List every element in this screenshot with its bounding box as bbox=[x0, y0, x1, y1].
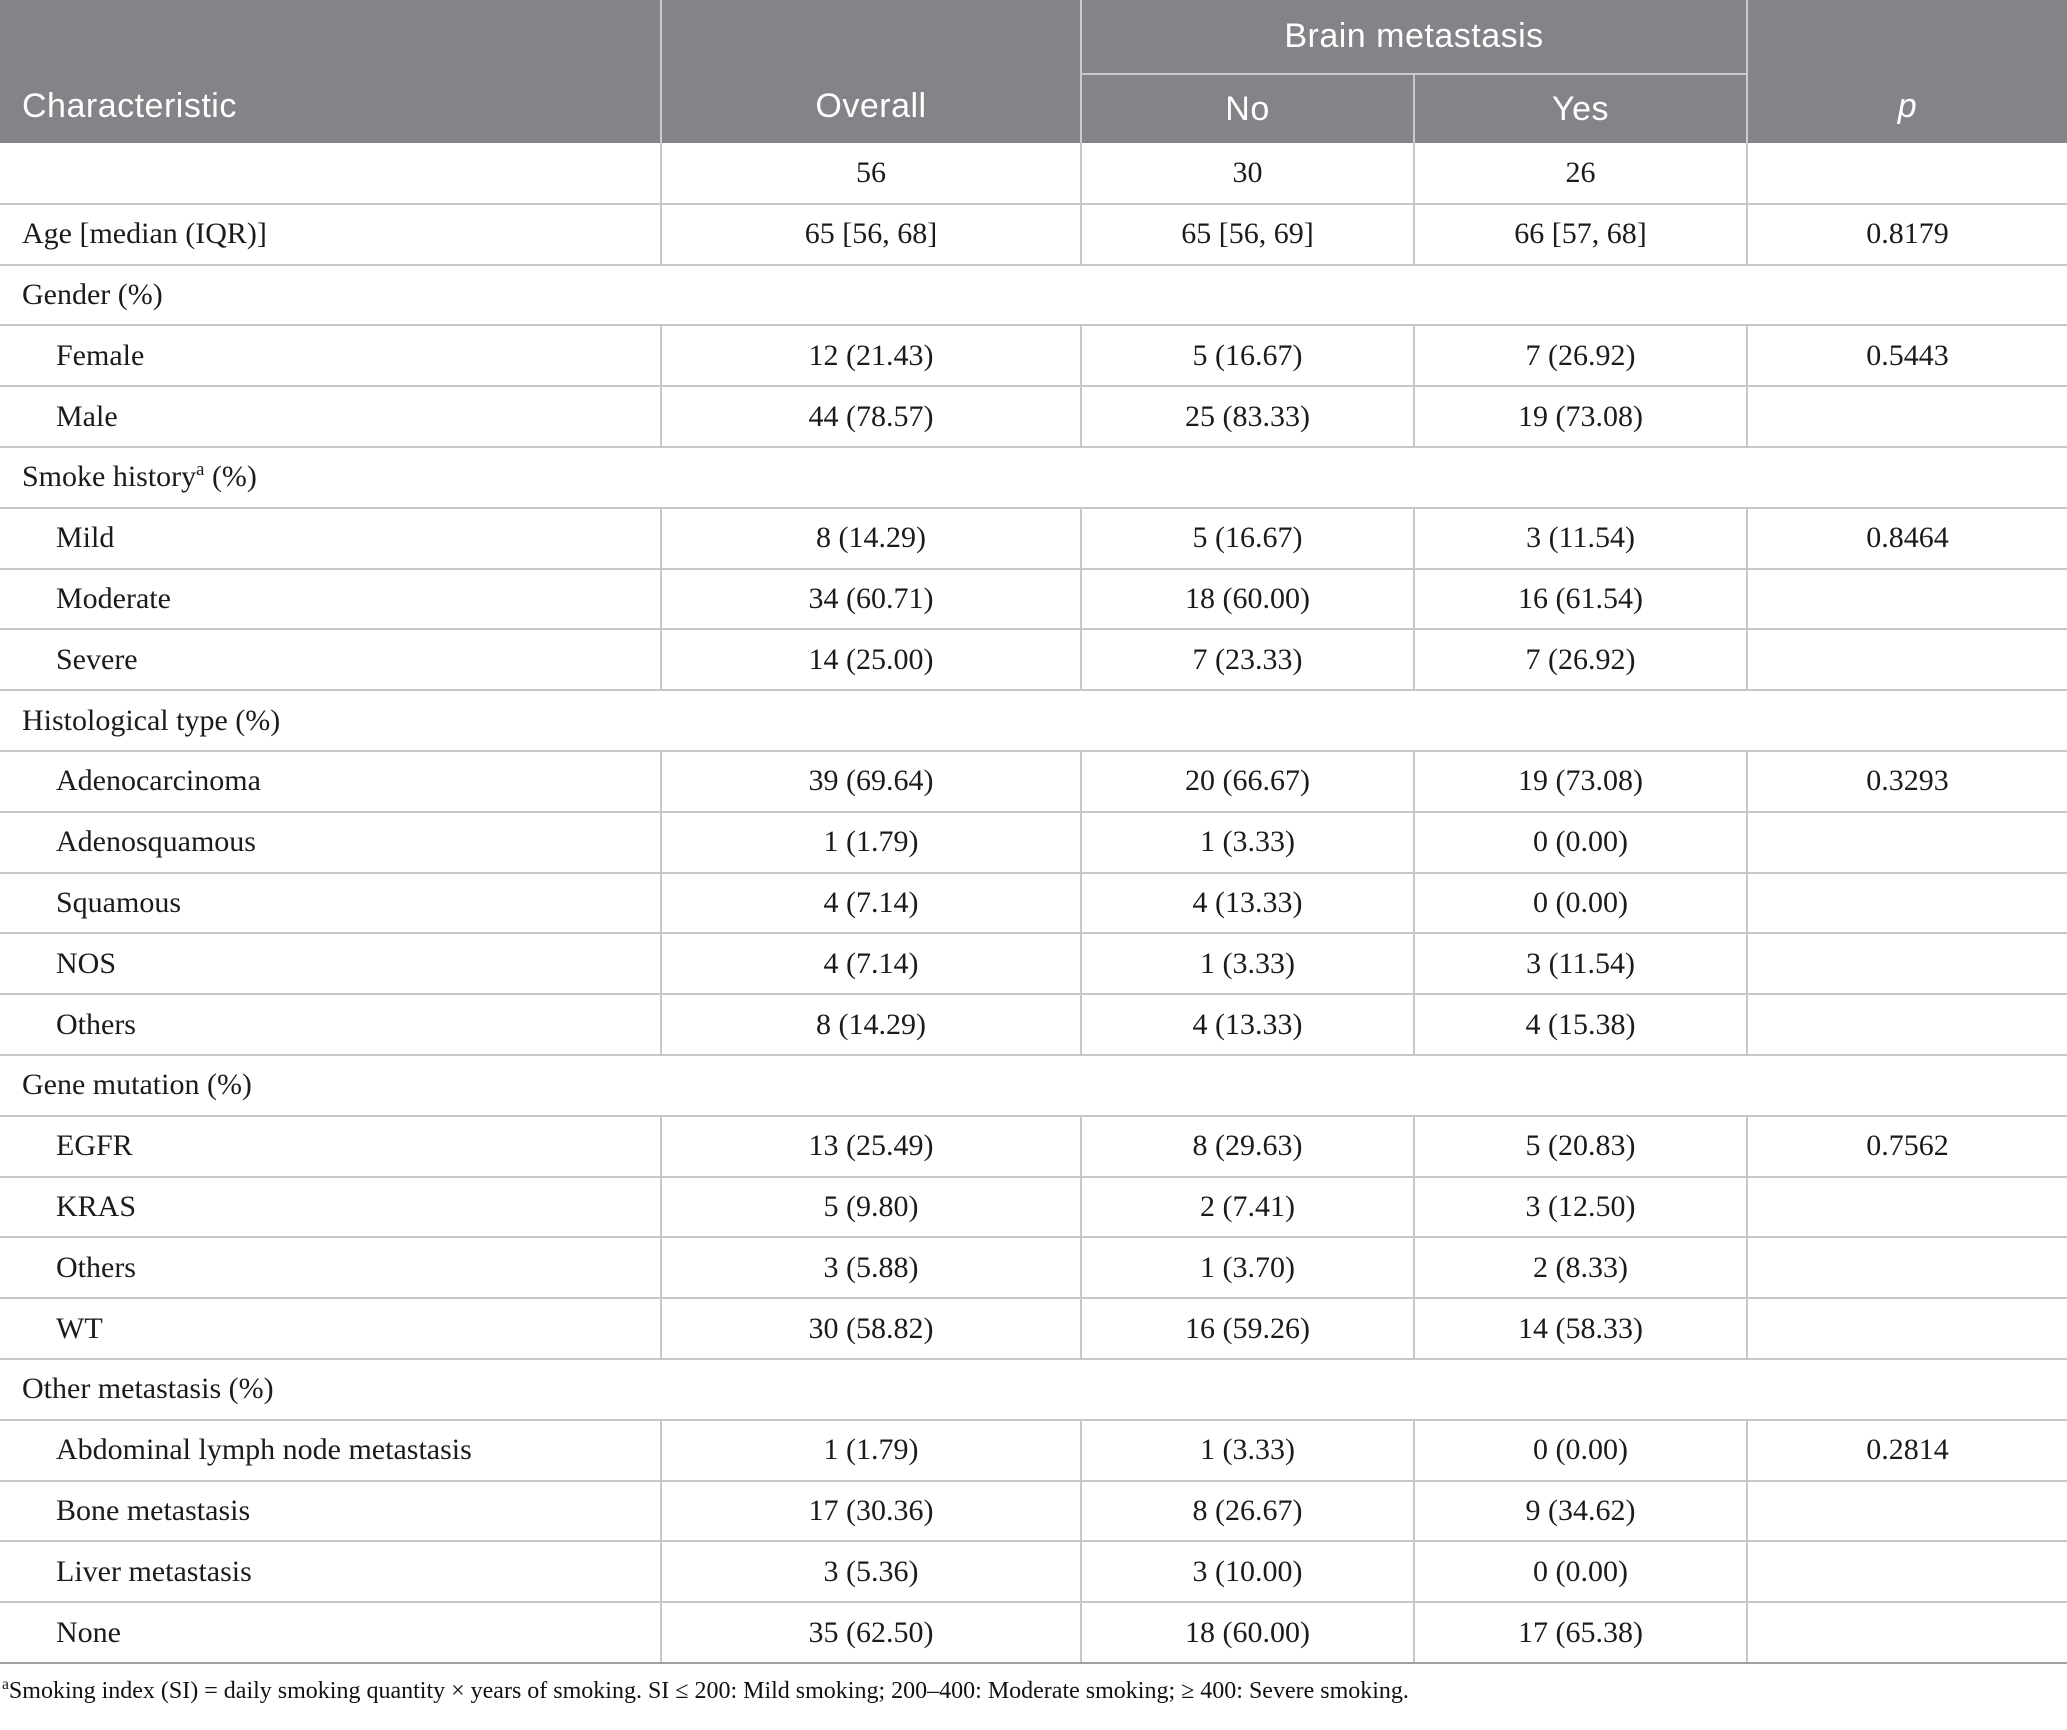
characteristic-cell: KRAS bbox=[0, 1177, 661, 1238]
yes-cell: 4 (15.38) bbox=[1414, 994, 1747, 1055]
yes-cell: 7 (26.92) bbox=[1414, 325, 1747, 386]
characteristic-cell: Mild bbox=[0, 508, 661, 569]
overall-cell: 30 (58.82) bbox=[661, 1298, 1081, 1359]
yes-cell: 0 (0.00) bbox=[1414, 812, 1747, 873]
overall-cell: 8 (14.29) bbox=[661, 994, 1081, 1055]
no-cell: 8 (26.67) bbox=[1081, 1481, 1414, 1542]
column-header-yes: Yes bbox=[1414, 74, 1747, 143]
characteristic-cell bbox=[0, 143, 661, 204]
table-row bbox=[0, 933, 2067, 994]
superscript-marker: a bbox=[196, 459, 205, 481]
table-row bbox=[0, 812, 2067, 873]
p-value-cell bbox=[1747, 1237, 2067, 1298]
no-cell: 5 (16.67) bbox=[1081, 325, 1414, 386]
overall-cell: 17 (30.36) bbox=[661, 1481, 1081, 1542]
table-row bbox=[0, 204, 2067, 265]
characteristic-cell: Others bbox=[0, 994, 661, 1055]
p-value-cell bbox=[1747, 629, 2067, 690]
no-cell: 8 (29.63) bbox=[1081, 1116, 1414, 1177]
header-row-top bbox=[0, 0, 2067, 74]
section-label: Gender (%) bbox=[0, 265, 2067, 326]
characteristic-cell: WT bbox=[0, 1298, 661, 1359]
table-body bbox=[0, 143, 2067, 1663]
yes-cell: 66 [57, 68] bbox=[1414, 204, 1747, 265]
section-row bbox=[0, 1055, 2067, 1116]
footnote-marker: a bbox=[2, 1675, 9, 1693]
table-row bbox=[0, 325, 2067, 386]
yes-cell: 19 (73.08) bbox=[1414, 386, 1747, 447]
column-header-p-value: p bbox=[1747, 0, 2067, 143]
yes-cell: 3 (12.50) bbox=[1414, 1177, 1747, 1238]
table-row bbox=[0, 1116, 2067, 1177]
overall-cell: 44 (78.57) bbox=[661, 386, 1081, 447]
p-value-cell bbox=[1747, 994, 2067, 1055]
yes-cell: 26 bbox=[1414, 143, 1747, 204]
yes-cell: 0 (0.00) bbox=[1414, 1420, 1747, 1481]
table-row bbox=[0, 629, 2067, 690]
section-label: Other metastasis (%) bbox=[0, 1359, 2067, 1420]
table-row bbox=[0, 1177, 2067, 1238]
table-row bbox=[0, 1602, 2067, 1663]
p-value-cell bbox=[1747, 386, 2067, 447]
yes-cell: 5 (20.83) bbox=[1414, 1116, 1747, 1177]
overall-cell: 65 [56, 68] bbox=[661, 204, 1081, 265]
table-row bbox=[0, 1481, 2067, 1542]
column-group-header-brain-metastasis: Brain metastasis bbox=[1081, 0, 1747, 74]
overall-cell: 5 (9.80) bbox=[661, 1177, 1081, 1238]
table-row bbox=[0, 1298, 2067, 1359]
p-value-cell: 0.8179 bbox=[1747, 204, 2067, 265]
yes-cell: 7 (26.92) bbox=[1414, 629, 1747, 690]
column-header-no: No bbox=[1081, 74, 1414, 143]
no-cell: 18 (60.00) bbox=[1081, 1602, 1414, 1663]
characteristic-cell: Squamous bbox=[0, 873, 661, 934]
no-cell: 1 (3.33) bbox=[1081, 1420, 1414, 1481]
section-row bbox=[0, 265, 2067, 326]
column-header-overall: Overall bbox=[661, 0, 1081, 143]
section-row bbox=[0, 690, 2067, 751]
table-row bbox=[0, 508, 2067, 569]
overall-cell: 3 (5.36) bbox=[661, 1541, 1081, 1602]
characteristic-cell: Abdominal lymph node metastasis bbox=[0, 1420, 661, 1481]
characteristic-cell: Male bbox=[0, 386, 661, 447]
p-value-cell bbox=[1747, 143, 2067, 204]
section-label: Histological type (%) bbox=[0, 690, 2067, 751]
table-row bbox=[0, 1237, 2067, 1298]
footnote bbox=[0, 1675, 2067, 1705]
column-header-characteristic: Characteristic bbox=[0, 0, 661, 143]
footnote-text: Smoking index (SI) = daily smoking quantity × years of smoking. SI ≤ 200: Mild smoking; 200–400: Moderate smoking; ≥ 400: Severe smoking. bbox=[8, 1677, 1409, 1704]
characteristic-cell: EGFR bbox=[0, 1116, 661, 1177]
table-row bbox=[0, 994, 2067, 1055]
overall-cell: 4 (7.14) bbox=[661, 933, 1081, 994]
p-value-cell: 0.8464 bbox=[1747, 508, 2067, 569]
section-label: Smoke history$^a$ (%) bbox=[0, 447, 2067, 508]
overall-cell: 35 (62.50) bbox=[661, 1602, 1081, 1663]
no-cell: 3 (10.00) bbox=[1081, 1541, 1414, 1602]
no-cell: 18 (60.00) bbox=[1081, 569, 1414, 630]
p-value-cell bbox=[1747, 1541, 2067, 1602]
no-cell: 4 (13.33) bbox=[1081, 994, 1414, 1055]
no-cell: 2 (7.41) bbox=[1081, 1177, 1414, 1238]
overall-cell: 14 (25.00) bbox=[661, 629, 1081, 690]
no-cell: 1 (3.33) bbox=[1081, 812, 1414, 873]
overall-cell: 8 (14.29) bbox=[661, 508, 1081, 569]
no-cell: 4 (13.33) bbox=[1081, 873, 1414, 934]
yes-cell: 9 (34.62) bbox=[1414, 1481, 1747, 1542]
p-value-cell bbox=[1747, 1298, 2067, 1359]
overall-cell: 34 (60.71) bbox=[661, 569, 1081, 630]
no-cell: 30 bbox=[1081, 143, 1414, 204]
characteristic-cell: Moderate bbox=[0, 569, 661, 630]
no-cell: 1 (3.33) bbox=[1081, 933, 1414, 994]
overall-cell: 4 (7.14) bbox=[661, 873, 1081, 934]
characteristic-cell: Female bbox=[0, 325, 661, 386]
characteristic-cell: Severe bbox=[0, 629, 661, 690]
yes-cell: 2 (8.33) bbox=[1414, 1237, 1747, 1298]
yes-cell: 0 (0.00) bbox=[1414, 1541, 1747, 1602]
section-row bbox=[0, 447, 2067, 508]
no-cell: 5 (16.67) bbox=[1081, 508, 1414, 569]
yes-cell: 16 (61.54) bbox=[1414, 569, 1747, 630]
section-row bbox=[0, 1359, 2067, 1420]
table-row bbox=[0, 386, 2067, 447]
table-row bbox=[0, 569, 2067, 630]
table-row bbox=[0, 1541, 2067, 1602]
p-value-cell: 0.5443 bbox=[1747, 325, 2067, 386]
yes-cell: 0 (0.00) bbox=[1414, 873, 1747, 934]
characteristic-cell: None bbox=[0, 1602, 661, 1663]
overall-cell: 1 (1.79) bbox=[661, 812, 1081, 873]
yes-cell: 19 (73.08) bbox=[1414, 751, 1747, 812]
characteristic-cell: Adenocarcinoma bbox=[0, 751, 661, 812]
p-value-cell bbox=[1747, 1481, 2067, 1542]
characteristic-cell: Adenosquamous bbox=[0, 812, 661, 873]
characteristic-cell: Bone metastasis bbox=[0, 1481, 661, 1542]
characteristic-cell: Liver metastasis bbox=[0, 1541, 661, 1602]
p-value-cell bbox=[1747, 933, 2067, 994]
table-row bbox=[0, 143, 2067, 204]
section-label: Gene mutation (%) bbox=[0, 1055, 2067, 1116]
overall-cell: 12 (21.43) bbox=[661, 325, 1081, 386]
p-value-cell bbox=[1747, 1177, 2067, 1238]
p-value-cell: 0.2814 bbox=[1747, 1420, 2067, 1481]
overall-cell: 3 (5.88) bbox=[661, 1237, 1081, 1298]
overall-cell: 39 (69.64) bbox=[661, 751, 1081, 812]
no-cell: 65 [56, 69] bbox=[1081, 204, 1414, 265]
p-value-cell bbox=[1747, 569, 2067, 630]
p-value-cell: 0.7562 bbox=[1747, 1116, 2067, 1177]
yes-cell: 14 (58.33) bbox=[1414, 1298, 1747, 1359]
no-cell: 1 (3.70) bbox=[1081, 1237, 1414, 1298]
yes-cell: 17 (65.38) bbox=[1414, 1602, 1747, 1663]
overall-cell: 1 (1.79) bbox=[661, 1420, 1081, 1481]
characteristic-cell: Others bbox=[0, 1237, 661, 1298]
characteristic-cell: Age [median (IQR)] bbox=[0, 204, 661, 265]
table-row bbox=[0, 873, 2067, 934]
table-row bbox=[0, 1420, 2067, 1481]
yes-cell: 3 (11.54) bbox=[1414, 933, 1747, 994]
overall-cell: 13 (25.49) bbox=[661, 1116, 1081, 1177]
p-value-cell bbox=[1747, 873, 2067, 934]
table-header bbox=[0, 0, 2067, 143]
no-cell: 20 (66.67) bbox=[1081, 751, 1414, 812]
p-value-cell bbox=[1747, 1602, 2067, 1663]
p-value-cell: 0.3293 bbox=[1747, 751, 2067, 812]
p-value-cell bbox=[1747, 812, 2067, 873]
yes-cell: 3 (11.54) bbox=[1414, 508, 1747, 569]
characteristic-cell: NOS bbox=[0, 933, 661, 994]
table-row bbox=[0, 751, 2067, 812]
overall-cell: 56 bbox=[661, 143, 1081, 204]
no-cell: 16 (59.26) bbox=[1081, 1298, 1414, 1359]
no-cell: 25 (83.33) bbox=[1081, 386, 1414, 447]
no-cell: 7 (23.33) bbox=[1081, 629, 1414, 690]
